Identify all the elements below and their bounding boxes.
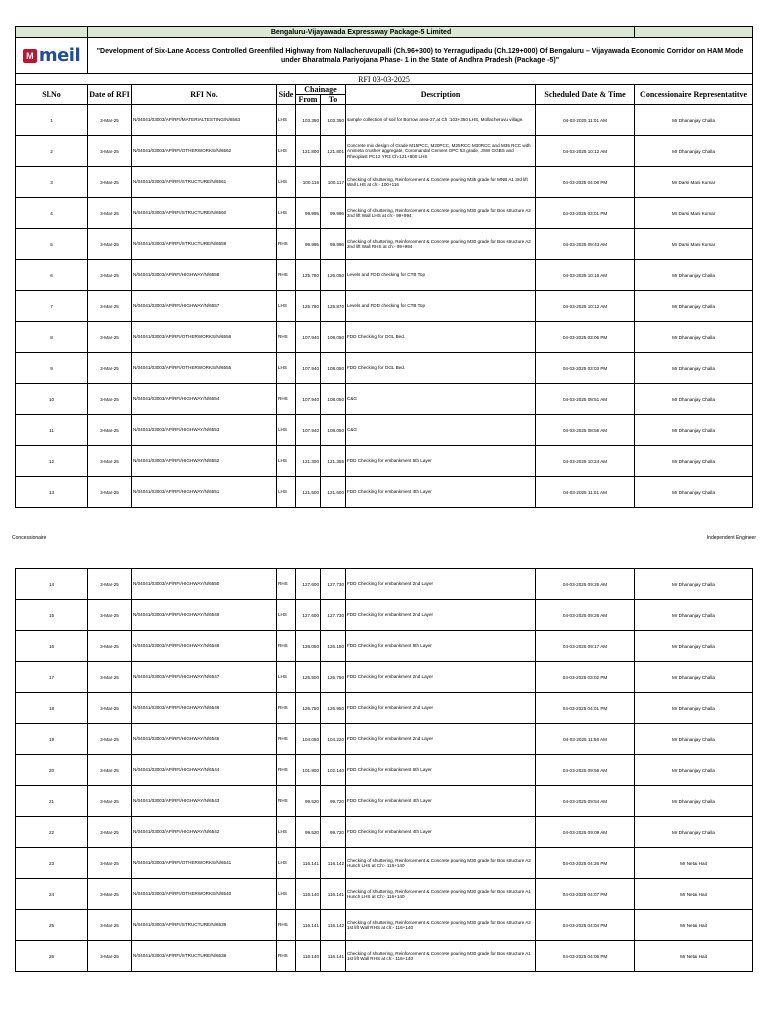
col-header-representative: Concessionaire Representatitve — [635, 85, 753, 105]
cell-description: FDD Checking for embankment 5th Layer — [346, 446, 536, 477]
cell-to: 108.050 — [321, 322, 346, 353]
cell-slno: 22 — [16, 817, 88, 848]
col-header-scheduled: Scheduled Date & Time — [536, 85, 635, 105]
cell-slno: 25 — [16, 910, 88, 941]
cell-slno: 14 — [16, 569, 88, 600]
cell-date: 3-Mar-25 — [88, 662, 132, 693]
cell-date: 3-Mar-25 — [88, 848, 132, 879]
cell-to: 99.996 — [321, 229, 346, 260]
cell-date: 3-Mar-25 — [88, 384, 132, 415]
cell-rfi-no: N/04041/03003/AP/RFI/HIGHWAY/N/6549 — [132, 600, 277, 631]
cell-from: 103.350 — [296, 105, 321, 136]
cell-side: LHS — [277, 415, 296, 446]
col-header-from: From — [296, 95, 321, 105]
cell-representative: Mr Darsi Mani Kumar — [635, 229, 753, 260]
cell-side: RHS — [277, 569, 296, 600]
cell-from: 116.141 — [296, 848, 321, 879]
cell-slno: 7 — [16, 291, 88, 322]
cell-side: LHS — [277, 879, 296, 910]
cell-representative: Mr Dhananjay Challa — [635, 322, 753, 353]
cell-date: 3-Mar-25 — [88, 693, 132, 724]
cell-date: 3-Mar-25 — [88, 941, 132, 972]
cell-representative: Mr Netai Hait — [635, 879, 753, 910]
cell-slno: 5 — [16, 229, 88, 260]
cell-to: 126.950 — [321, 693, 346, 724]
table-row — [16, 384, 753, 415]
table-row — [16, 879, 753, 910]
cell-description: Checking of shuttering, Reinforcement & Concrete pouring M30 grade for Box structure A1 Hunch LHS at Ch:- 116+140 — [346, 879, 536, 910]
cell-description: FDD Checking for embankment 2nd Layer — [346, 724, 536, 755]
cell-to: 116.142 — [321, 848, 346, 879]
cell-side: LHS — [277, 291, 296, 322]
table-row — [16, 198, 753, 229]
col-header-side: Side — [277, 85, 296, 105]
cell-date: 3-Mar-25 — [88, 569, 132, 600]
cell-scheduled: 04-03-2025 04:04 PM — [536, 910, 635, 941]
cell-slno: 13 — [16, 477, 88, 508]
cell-side: RHS — [277, 260, 296, 291]
meil-logo-icon: M — [23, 49, 37, 63]
cell-date: 3-Mar-25 — [88, 260, 132, 291]
cell-scheduled: 04-03-2025 09:26 AM — [536, 569, 635, 600]
cell-slno: 21 — [16, 786, 88, 817]
cell-to: 108.050 — [321, 415, 346, 446]
table-row — [16, 229, 753, 260]
table-row — [16, 848, 753, 879]
cell-from: 107.940 — [296, 322, 321, 353]
cell-side: LHS — [277, 198, 296, 229]
company-banner: Bengaluru-Vijayawada Expressway Package-5 Limited — [88, 27, 635, 38]
cell-date: 3-Mar-25 — [88, 817, 132, 848]
cell-slno: 12 — [16, 446, 88, 477]
cell-scheduled: 04-03-2025 10:24 AM — [536, 446, 635, 477]
cell-to: 127.730 — [321, 569, 346, 600]
table-row — [16, 724, 753, 755]
cell-from: 107.940 — [296, 384, 321, 415]
cell-side: RHS — [277, 786, 296, 817]
cell-to: 102.140 — [321, 755, 346, 786]
cell-slno: 19 — [16, 724, 88, 755]
cell-side: LHS — [277, 662, 296, 693]
cell-representative: Mr Dhananjay Challa — [635, 260, 753, 291]
cell-representative: Mr Dhananjay Challa — [635, 291, 753, 322]
col-header-to: To — [321, 95, 346, 105]
cell-description: FDD Checking for embankment 4th Layer — [346, 786, 536, 817]
cell-from: 99.520 — [296, 817, 321, 848]
cell-scheduled: 04-03-2025 11:01 AM — [536, 477, 635, 508]
cell-rfi-no: N/04041/03003/AP/RFI/STRUCTURE/N/6539 — [132, 910, 277, 941]
cell-rfi-no: N/04041/03003/AP/RFI/OTHERWORKS/N/6540 — [132, 879, 277, 910]
banner-spacer — [16, 27, 88, 38]
cell-representative: Mr Dhananjay Challa — [635, 600, 753, 631]
table-row — [16, 167, 753, 198]
cell-to: 99.720 — [321, 786, 346, 817]
rfi-table-page2 — [15, 568, 753, 972]
cell-slno: 6 — [16, 260, 88, 291]
cell-rfi-no: N/04041/03003/AP/RFI/HIGHWAY/N/6554 — [132, 384, 277, 415]
cell-date: 3-Mar-25 — [88, 631, 132, 662]
cell-representative: Mr Dhananjay Challa — [635, 693, 753, 724]
cell-date: 3-Mar-25 — [88, 415, 132, 446]
cell-to: 99.720 — [321, 817, 346, 848]
table-row — [16, 662, 753, 693]
company-logo: M meil — [16, 38, 88, 74]
project-title: "Development of Six-Lane Access Controlled Greenfiled Highway from Nallacheruvupalli (Ch.96+300) to Yerragudipadu (Ch.129+000) Of Bengaluru – Vijayawada Economic Corridor on HAM Mode under Bharatmala Pariyojana Phase- 1 in the State of Andhra Pradesh (Package -5)" — [88, 38, 753, 74]
table-row — [16, 755, 753, 786]
cell-representative: Mr Netai Hait — [635, 910, 753, 941]
cell-from: 126.750 — [296, 693, 321, 724]
signature-independent-engineer: Independent Engineer — [706, 535, 756, 541]
cell-description: Checking of shuttering, Reinforcement & Concrete pouring M30 grade for Box structure A2 1st lift Wall RHS at ch:- 116+140 — [346, 910, 536, 941]
table-row — [16, 600, 753, 631]
cell-rfi-no: N/04041/03003/AP/RFI/STRUCTURE/N/6538 — [132, 941, 277, 972]
table-row — [16, 569, 753, 600]
cell-scheduled: 04-03-2025 08:56 AM — [536, 415, 635, 446]
cell-description: Checking of shuttering, Reinforcement & Concrete pouring M30 grade for Box structure A1 1st lift Wall RHS at ch:- 116+140 — [346, 941, 536, 972]
signature-concessionaire: Concessionaire — [12, 535, 47, 541]
cell-rfi-no: N/04041/03003/AP/RFI/HIGHWAY/N/6551 — [132, 477, 277, 508]
cell-side: LHS — [277, 600, 296, 631]
cell-description: FDD Checking for embankment 2nd Layer — [346, 569, 536, 600]
cell-to: 121.600 — [321, 477, 346, 508]
col-header-chainage: Chainage — [296, 85, 346, 95]
cell-slno: 17 — [16, 662, 88, 693]
cell-to: 125.870 — [321, 291, 346, 322]
cell-to: 121.801 — [321, 136, 346, 167]
cell-rfi-no: N/04041/03003/AP/RFI/STRUCTURE/N/6559 — [132, 229, 277, 260]
cell-side: LHS — [277, 136, 296, 167]
cell-scheduled: 04-03-2025 03:06 PM — [536, 322, 635, 353]
cell-rfi-no: N/04041/03003/AP/RFI/HIGHWAY/N/6546 — [132, 693, 277, 724]
cell-description: C&G — [346, 415, 536, 446]
cell-date: 3-Mar-25 — [88, 724, 132, 755]
cell-date: 3-Mar-25 — [88, 136, 132, 167]
cell-slno: 8 — [16, 322, 88, 353]
cell-from: 104.050 — [296, 724, 321, 755]
cell-representative: Mr Dhananjay Challa — [635, 786, 753, 817]
cell-representative: Mr Dhananjay Challa — [635, 415, 753, 446]
cell-scheduled: 04-03-2025 08:51 AM — [536, 384, 635, 415]
cell-description: FDD Checking for embankment 2nd Layer — [346, 600, 536, 631]
cell-scheduled: 04-03-2025 03:01 PM — [536, 198, 635, 229]
cell-description: FDD Checking for embankment 2nd Layer — [346, 662, 536, 693]
cell-slno: 18 — [16, 693, 88, 724]
cell-representative: Mr Dhananjay Challa — [635, 755, 753, 786]
cell-description: Levels and FDD checking for CTB Top — [346, 260, 536, 291]
cell-representative: Mr Dhananjay Challa — [635, 817, 753, 848]
cell-date: 3-Mar-25 — [88, 755, 132, 786]
cell-from: 99.995 — [296, 229, 321, 260]
cell-rfi-no: N/04041/03003/AP/RFI/HIGHWAY/N/6542 — [132, 817, 277, 848]
cell-rfi-no: N/04041/03003/AP/RFI/HIGHWAY/N/6557 — [132, 291, 277, 322]
cell-from: 116.140 — [296, 941, 321, 972]
cell-to: 108.050 — [321, 353, 346, 384]
cell-rfi-no: N/04041/03003/AP/RFI/HIGHWAY/N/6558 — [132, 260, 277, 291]
table-row — [16, 631, 753, 662]
cell-scheduled: 04-03-2025 04:26 PM — [536, 848, 635, 879]
cell-date: 3-Mar-25 — [88, 600, 132, 631]
cell-slno: 4 — [16, 198, 88, 229]
cell-representative: Mr Dhananjay Challa — [635, 446, 753, 477]
cell-rfi-no: N/04041/03003/AP/RFI/OTHERWORKS/N/6555 — [132, 353, 277, 384]
cell-description: FDD Checking for embankment 2nd Layer — [346, 693, 536, 724]
cell-scheduled: 04-03-2025 10:16 AM — [536, 260, 635, 291]
cell-description: Checking of shuttering, Reinforcement & Concrete pouring M30 grade for Box structure A2 Hunch LHS at Ch:- 116+140 — [346, 848, 536, 879]
cell-date: 3-Mar-25 — [88, 198, 132, 229]
table-row — [16, 353, 753, 384]
cell-side: LHS — [277, 446, 296, 477]
cell-rfi-no: N/04041/03003/AP/RFI/HIGHWAY/N/6553 — [132, 415, 277, 446]
cell-description: FDD Checking for embankment 8th Layer — [346, 631, 536, 662]
cell-side: RHS — [277, 229, 296, 260]
cell-description: FDD Checking for embankment 6th Layer — [346, 755, 536, 786]
cell-rfi-no: N/04041/03003/AP/RFI/MATERIALTESTING/N/6563 — [132, 105, 277, 136]
cell-description: sample collection of soil for Borrow area-27,at Ch :103+350 LHS, Mollacheruvu village. — [346, 105, 536, 136]
cell-from: 125.780 — [296, 260, 321, 291]
cell-date: 3-Mar-25 — [88, 910, 132, 941]
cell-from: 121.800 — [296, 136, 321, 167]
cell-scheduled: 04-03-2025 09:17 AM — [536, 631, 635, 662]
cell-side: LHS — [277, 353, 296, 384]
cell-date: 3-Mar-25 — [88, 477, 132, 508]
cell-representative: Mr Dhananjay Challa — [635, 662, 753, 693]
cell-side: RHS — [277, 941, 296, 972]
cell-date: 3-Mar-25 — [88, 446, 132, 477]
cell-rfi-no: N/04041/03003/AP/RFI/HIGHWAY/N/6550 — [132, 569, 277, 600]
cell-to: 126.750 — [321, 662, 346, 693]
cell-side: RHS — [277, 724, 296, 755]
cell-representative: Mr Dhananjay Challa — [635, 477, 753, 508]
cell-to: 126.050 — [321, 260, 346, 291]
cell-description: FDD Checking for OGL Bed. — [346, 322, 536, 353]
cell-description: FDD Checking for embankment 4th Layer — [346, 817, 536, 848]
cell-to: 116.141 — [321, 941, 346, 972]
cell-to: 99.996 — [321, 198, 346, 229]
cell-representative: Mr Dhananjay Challa — [635, 136, 753, 167]
cell-date: 3-Mar-25 — [88, 229, 132, 260]
table-row — [16, 415, 753, 446]
cell-representative: Mr Dhananjay Challa — [635, 569, 753, 600]
table-row — [16, 322, 753, 353]
cell-to: 127.730 — [321, 600, 346, 631]
cell-scheduled: 04-03-2025 04:07 PM — [536, 879, 635, 910]
table-row — [16, 260, 753, 291]
cell-from: 107.940 — [296, 415, 321, 446]
cell-representative: Mr Darsi Mani Kumar — [635, 198, 753, 229]
table-row — [16, 786, 753, 817]
table-row — [16, 941, 753, 972]
cell-slno: 9 — [16, 353, 88, 384]
cell-slno: 16 — [16, 631, 88, 662]
cell-slno: 20 — [16, 755, 88, 786]
table-row — [16, 693, 753, 724]
cell-from: 126.050 — [296, 631, 321, 662]
cell-rfi-no: N/04041/03003/AP/RFI/OTHERWORKS/N/6541 — [132, 848, 277, 879]
table-row — [16, 910, 753, 941]
cell-rfi-no: N/04041/03003/AP/RFI/HIGHWAY/N/6547 — [132, 662, 277, 693]
cell-side: RHS — [277, 322, 296, 353]
cell-side: RHS — [277, 384, 296, 415]
cell-side: RHS — [277, 755, 296, 786]
cell-rfi-no: N/04041/03003/AP/RFI/HIGHWAY/N/6552 — [132, 446, 277, 477]
cell-scheduled: 04-03-2025 09:09 AM — [536, 817, 635, 848]
cell-scheduled: 04-03-2025 04:06 PM — [536, 941, 635, 972]
cell-rfi-no: N/04041/03003/AP/RFI/STRUCTURE/N/6560 — [132, 198, 277, 229]
cell-from: 127.600 — [296, 569, 321, 600]
cell-to: 108.050 — [321, 384, 346, 415]
cell-representative: Mr Dhananjay Challa — [635, 724, 753, 755]
cell-scheduled: 04-03-2025 10:12 AM — [536, 136, 635, 167]
cell-description: Checking of shuttering, Reinforcement & Concrete pouring M30 grade for Box structure A2 2nd lift Wall LHS at ch:- 99+994 — [346, 198, 536, 229]
cell-description: Levels and FDD checking for CTB Top — [346, 291, 536, 322]
cell-representative: Mr Dhananjay Challa — [635, 105, 753, 136]
cell-from: 127.600 — [296, 600, 321, 631]
cell-description: Checking of shuttering, Reinforcement & Concrete pouring M35 grade for MNB A1 3rd lift Wall LHS at ch:- 100+116 — [346, 167, 536, 198]
cell-rfi-no: N/04041/03003/AP/RFI/HIGHWAY/N/6544 — [132, 755, 277, 786]
banner-end — [635, 27, 753, 38]
cell-slno: 1 — [16, 105, 88, 136]
table-row — [16, 446, 753, 477]
cell-slno: 24 — [16, 879, 88, 910]
cell-scheduled: 04-03-2025 09:54 AM — [536, 786, 635, 817]
table-row — [16, 105, 753, 136]
cell-rfi-no: N/04041/03003/AP/RFI/HIGHWAY/N/6543 — [132, 786, 277, 817]
cell-scheduled: 04-03-2025 04:06 PM — [536, 167, 635, 198]
cell-to: 116.142 — [321, 910, 346, 941]
cell-side: RHS — [277, 910, 296, 941]
cell-from: 125.780 — [296, 291, 321, 322]
cell-slno: 26 — [16, 941, 88, 972]
cell-representative: Mr Netai Hait — [635, 848, 753, 879]
cell-scheduled: 04-03-2025 09:26 AM — [536, 600, 635, 631]
cell-side: LHS — [277, 167, 296, 198]
cell-slno: 10 — [16, 384, 88, 415]
cell-from: 116.140 — [296, 879, 321, 910]
cell-date: 3-Mar-25 — [88, 105, 132, 136]
cell-from: 99.995 — [296, 198, 321, 229]
cell-date: 3-Mar-25 — [88, 167, 132, 198]
cell-slno: 2 — [16, 136, 88, 167]
cell-from: 107.940 — [296, 353, 321, 384]
cell-date: 3-Mar-25 — [88, 879, 132, 910]
cell-side: LHS — [277, 105, 296, 136]
cell-rfi-no: N/04041/03003/AP/RFI/HIGHWAY/N/6548 — [132, 631, 277, 662]
cell-date: 3-Mar-25 — [88, 786, 132, 817]
cell-to: 116.141 — [321, 879, 346, 910]
col-header-slno: Sl.No — [16, 85, 88, 105]
cell-date: 3-Mar-25 — [88, 291, 132, 322]
cell-description: Concrete mix design of Grade M15PCC, M20PCC, M25RCC M30RCC and M35 RCC with Animeta crusher aggregate, Coromandal Cement OPC 53 grade, JSW GGBS and Rheoplast PC12 YR3 Ch-121+800 LHS — [346, 136, 536, 167]
col-header-date: Date of RFI — [88, 85, 132, 105]
cell-from: 121.500 — [296, 477, 321, 508]
cell-scheduled: 04-03-2025 04:01 PM — [536, 693, 635, 724]
cell-rfi-no: N/04041/03003/AP/RFI/HIGHWAY/N/6545 — [132, 724, 277, 755]
cell-to: 104.220 — [321, 724, 346, 755]
cell-side: LHS — [277, 817, 296, 848]
cell-representative: Mr Dhananjay Challa — [635, 631, 753, 662]
cell-from: 126.500 — [296, 662, 321, 693]
table-row — [16, 477, 753, 508]
cell-slno: 3 — [16, 167, 88, 198]
rfi-date-heading: RFI 03-03-2025 — [16, 74, 753, 85]
cell-rfi-no: N/04041/03003/AP/RFI/OTHERWORKS/N/6556 — [132, 322, 277, 353]
col-header-description: Description — [346, 85, 536, 105]
table-row — [16, 817, 753, 848]
table-row — [16, 136, 753, 167]
cell-description: FDD Checking for embankment 4th Layer — [346, 477, 536, 508]
cell-scheduled: 04-03-2025 03:03 PM — [536, 353, 635, 384]
cell-representative: Mr Dhananjay Challa — [635, 384, 753, 415]
rfi-table-page1 — [15, 26, 753, 508]
cell-to: 121.355 — [321, 446, 346, 477]
cell-slno: 23 — [16, 848, 88, 879]
cell-slno: 15 — [16, 600, 88, 631]
cell-side: LHS — [277, 848, 296, 879]
cell-side: LHS — [277, 477, 296, 508]
cell-scheduled: 04-03-2025 10:12 AM — [536, 291, 635, 322]
cell-side: RHS — [277, 631, 296, 662]
table-row — [16, 291, 753, 322]
cell-to: 103.350 — [321, 105, 346, 136]
cell-from: 121.300 — [296, 446, 321, 477]
cell-from: 100.116 — [296, 167, 321, 198]
col-header-rfi-no: RFI No. — [132, 85, 277, 105]
cell-scheduled: 04-03-2025 03:02 PM — [536, 662, 635, 693]
cell-scheduled: 04-03-2025 11:01 AM — [536, 105, 635, 136]
cell-representative: Mr Dhananjay Challa — [635, 353, 753, 384]
cell-date: 3-Mar-25 — [88, 322, 132, 353]
cell-scheduled: 04-03-2025 11:56 AM — [536, 724, 635, 755]
cell-from: 101.900 — [296, 755, 321, 786]
cell-rfi-no: N/04041/03003/AP/RFI/OTHERWORKS/N/6562 — [132, 136, 277, 167]
cell-to: 126.150 — [321, 631, 346, 662]
cell-description: C&G — [346, 384, 536, 415]
cell-rfi-no: N/04041/03003/AP/RFI/STRUCTURE/N/6561 — [132, 167, 277, 198]
cell-side: RHS — [277, 693, 296, 724]
cell-representative: Mr Netai Hait — [635, 941, 753, 972]
cell-slno: 11 — [16, 415, 88, 446]
cell-to: 100.117 — [321, 167, 346, 198]
cell-representative: Mr Darsi Mani Kumar — [635, 167, 753, 198]
cell-from: 99.520 — [296, 786, 321, 817]
cell-from: 116.141 — [296, 910, 321, 941]
cell-description: Checking of shuttering, Reinforcement & Concrete pouring M30 grade for Box structure A2 2nd lift Wall RHS at ch:- 99+994 — [346, 229, 536, 260]
cell-scheduled: 04-03-2025 09:43 AM — [536, 229, 635, 260]
cell-description: FDD Checking for OGL Bed. — [346, 353, 536, 384]
cell-date: 3-Mar-25 — [88, 353, 132, 384]
cell-scheduled: 04-03-2025 09:56 AM — [536, 755, 635, 786]
